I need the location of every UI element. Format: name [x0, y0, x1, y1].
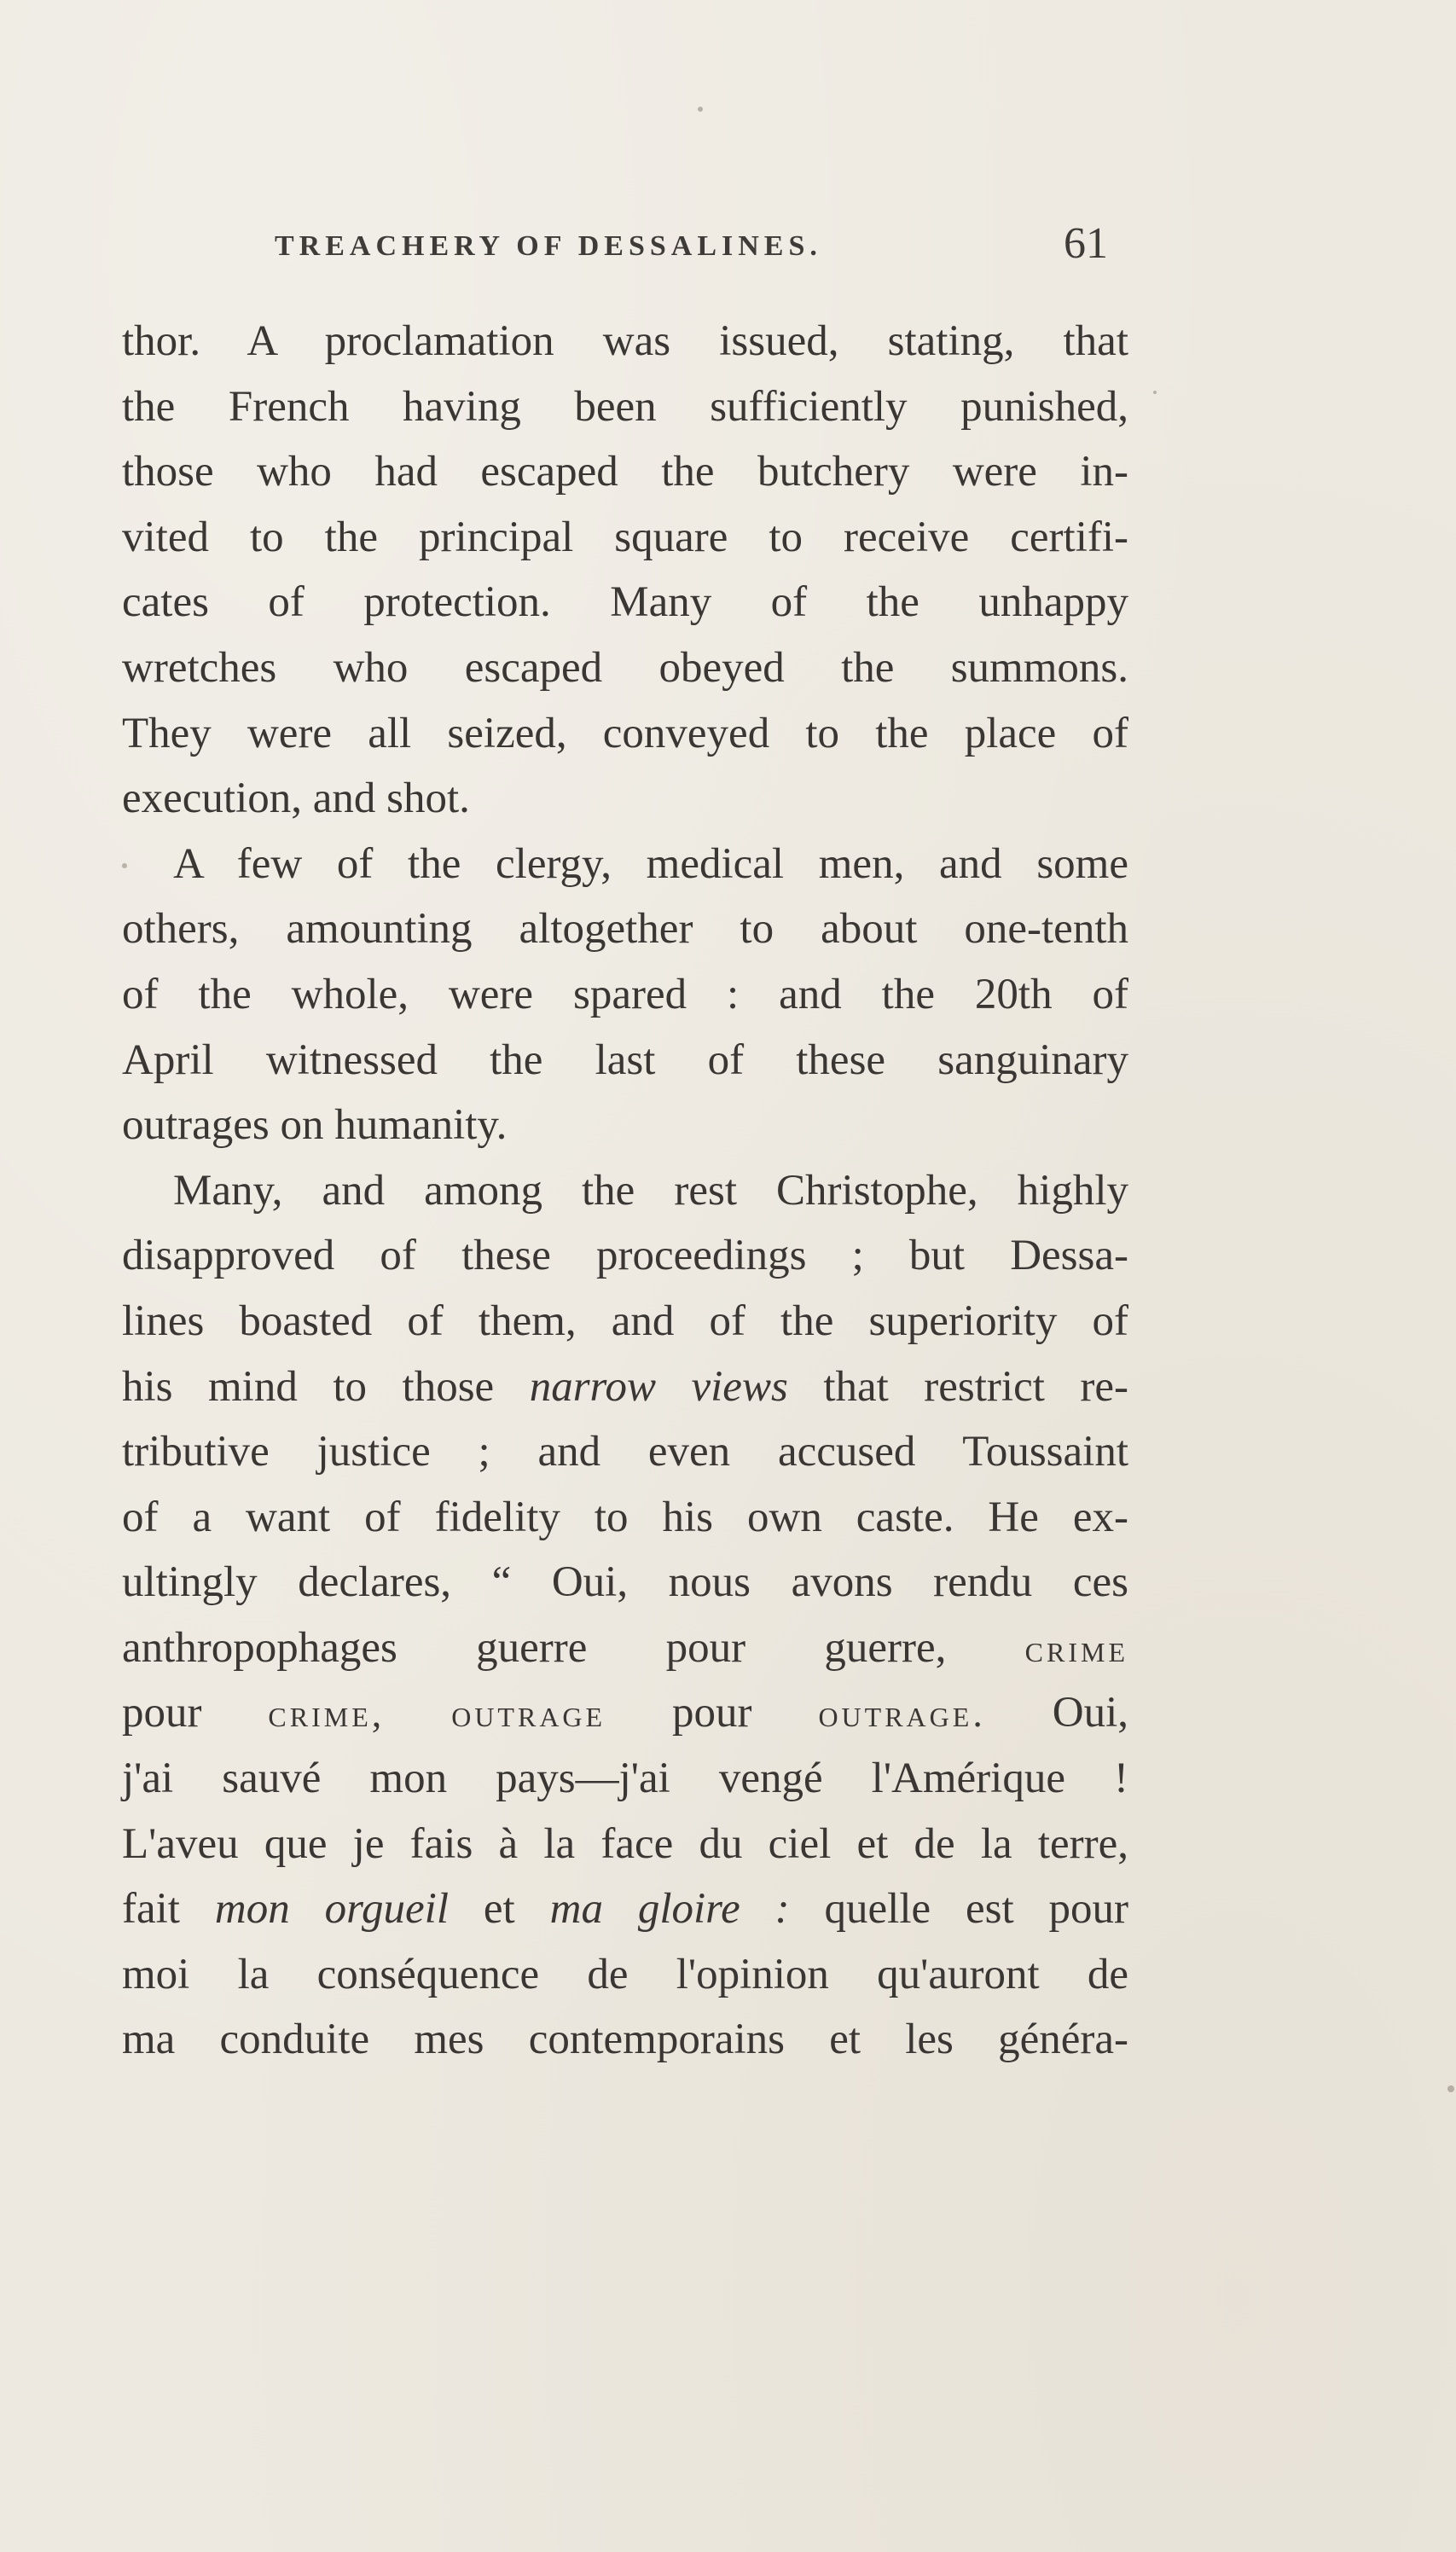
italic-text: mon orgueil — [214, 1885, 450, 1934]
text-line: ultingly declares, “ Oui, nous avons rendu ces — [122, 1558, 1128, 1607]
text-segment: anthropophages guerre pour guerre, — [122, 1623, 947, 1672]
text-segment: that restrict re- — [823, 1362, 1128, 1411]
text-line: outrages on humanity. — [122, 1101, 508, 1150]
text-line — [122, 1354, 1128, 1420]
text-line: Many, and among the rest Christophe, highly — [173, 1166, 1128, 1215]
text-line: j'ai sauvé mon pays—j'ai vengé l'Amérique ! — [122, 1754, 1128, 1803]
text-line: A few of the clergy, medical men, and some — [173, 839, 1128, 888]
running-head: TREACHERY OF DESSALINES. — [275, 230, 822, 262]
small-caps-text: outrage — [451, 1691, 606, 1736]
small-caps-text: crime, — [268, 1691, 386, 1736]
text-line: thor. A proclamation was issued, stating, that — [122, 317, 1128, 365]
small-caps-text: outrage. — [818, 1691, 986, 1736]
text-segment: Oui, — [1052, 1689, 1128, 1737]
text-line: vited to the principal square to receive certifi- — [122, 513, 1128, 561]
text-segment: fait — [122, 1885, 180, 1934]
text-segment: his mind to those — [122, 1362, 495, 1411]
text-line: cates of protection. Many of the unhappy — [122, 578, 1128, 627]
text-segment: quelle est pour — [824, 1885, 1129, 1934]
text-line: of the whole, were spared : and the 20th of — [122, 970, 1128, 1018]
text-line: moi la conséquence de l'opinion qu'auront de — [122, 1950, 1128, 1998]
text-line — [122, 1615, 1128, 1681]
text-line: lines boasted of them, and of the superiority of — [122, 1296, 1128, 1345]
text-line — [122, 1680, 1128, 1746]
text-segment: pour — [672, 1689, 752, 1737]
text-line: L'aveu que je fais à la face du ciel et de la terre, — [122, 1819, 1128, 1868]
text-segment: pour — [122, 1689, 202, 1737]
paper-speck — [122, 863, 127, 868]
text-line: the French having been sufficiently punished, — [122, 382, 1128, 431]
text-line: of a want of fidelity to his own caste. He ex- — [122, 1493, 1128, 1541]
paper-speck — [698, 107, 703, 112]
body-text — [122, 309, 1128, 2073]
text-line: They were all seized, conveyed to the place of — [122, 709, 1128, 757]
text-line: April witnessed the last of these sanguinary — [122, 1035, 1128, 1084]
text-line: tributive justice ; and even accused Toussaint — [122, 1428, 1128, 1476]
text-line: those who had escaped the butchery were in- — [122, 448, 1128, 496]
text-line: ma conduite mes contemporains et les généra- — [122, 2016, 1128, 2064]
paper-speck — [1447, 2085, 1454, 2092]
text-line: wretches who escaped obeyed the summons. — [122, 643, 1128, 692]
text-segment: et — [483, 1885, 515, 1934]
small-caps-text: crime — [1024, 1626, 1129, 1670]
page-header — [275, 213, 1128, 281]
italic-text: narrow views — [529, 1362, 788, 1411]
text-line: disapproved of these proceedings ; but Dessa- — [122, 1232, 1128, 1280]
page-number: 61 — [1064, 219, 1108, 268]
paper-speck — [1153, 391, 1157, 394]
text-line: execution, and shot. — [122, 774, 470, 823]
text-line — [122, 1876, 1128, 1942]
italic-text: ma gloire : — [549, 1885, 790, 1934]
text-line: others, amounting altogether to about one-tenth — [122, 905, 1128, 954]
